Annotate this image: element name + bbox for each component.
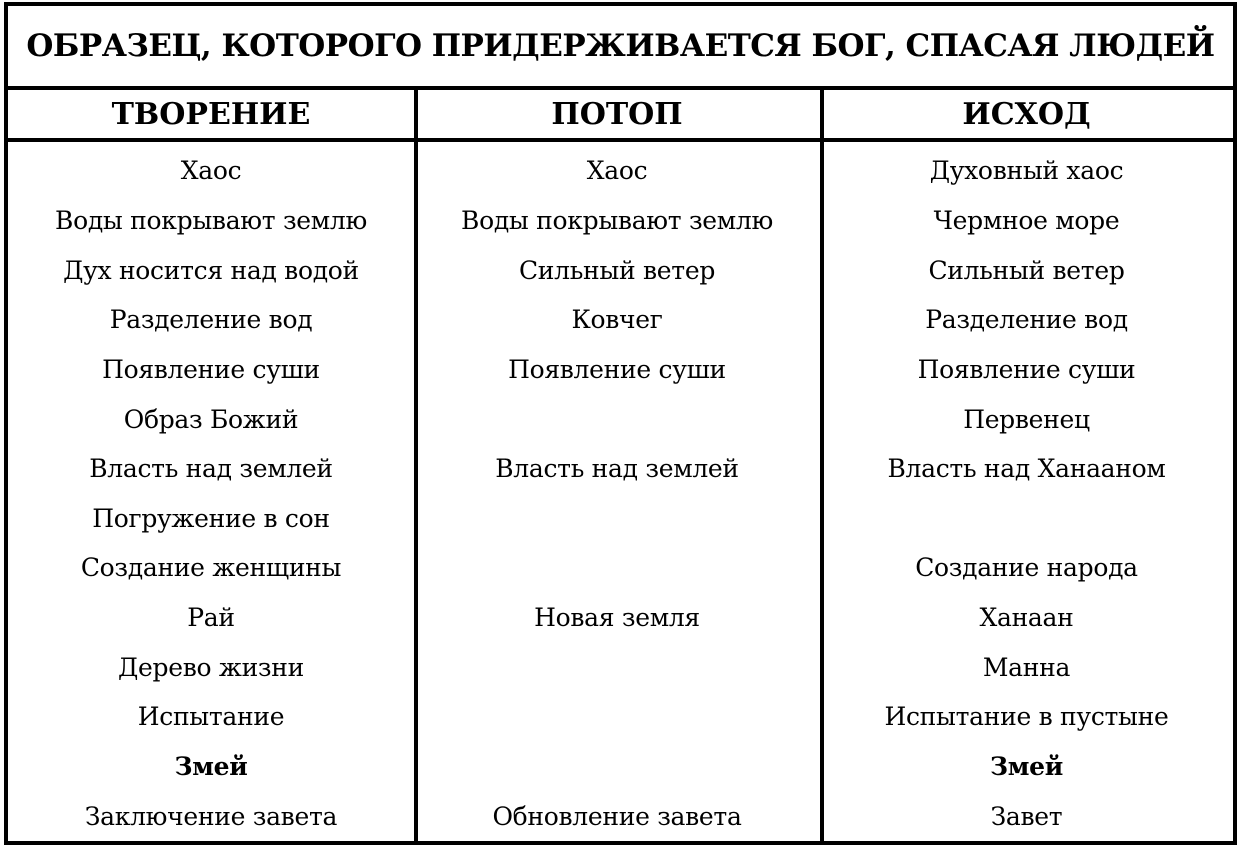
- column-creation: [8, 142, 414, 841]
- table-cell: Воды покрывают землю: [55, 205, 367, 235]
- table-cell: Погружение в сон: [92, 503, 330, 533]
- table-cell: Змей: [174, 752, 248, 781]
- table-cell: Испытание в пустыне: [884, 702, 1169, 732]
- column-exodus: [820, 142, 1233, 841]
- column-flood: [414, 142, 820, 841]
- table-cell: Власть над землей: [495, 454, 739, 484]
- table-cell: [414, 642, 820, 692]
- table-cell: Появление суши: [102, 354, 320, 384]
- table-cell: Власть над Ханааном: [887, 454, 1166, 484]
- table-cell: Дух носится над водой: [63, 255, 359, 285]
- table-cell: Рай: [187, 603, 235, 633]
- table-cell: Первенец: [963, 404, 1090, 434]
- table-cell: Сильный ветер: [928, 255, 1125, 285]
- table-cell: Создание женщины: [80, 553, 342, 583]
- table-cell: Появление суши: [508, 354, 726, 384]
- table-cell: Образ Божий: [123, 404, 299, 434]
- header-flood: ПОТОП: [551, 96, 683, 132]
- table-cell: Испытание: [137, 702, 285, 732]
- table-cell: Обновление завета: [492, 801, 742, 831]
- table-cell: Появление суши: [917, 354, 1136, 384]
- table-cell: Хаос: [586, 156, 648, 186]
- table-cell: Духовный хаос: [929, 156, 1124, 186]
- table-cell: [820, 493, 1233, 543]
- table-cell: [414, 543, 820, 593]
- table-cell: Дерево жизни: [117, 652, 304, 682]
- header-exodus: ИСХОД: [962, 96, 1091, 132]
- table-cell: Создание народа: [915, 553, 1138, 583]
- table-cell: Манна: [982, 652, 1071, 682]
- table-cell: Новая земля: [534, 603, 700, 633]
- table-cell: [414, 394, 820, 444]
- table-body: [8, 142, 1233, 841]
- table-cell: Ковчег: [571, 305, 663, 335]
- table-cell: Хаос: [180, 156, 242, 186]
- table-title: ОБРАЗЕЦ, КОТОРОГО ПРИДЕРЖИВАЕТСЯ БОГ, СПАСАЯ ЛЮДЕЙ: [8, 6, 1233, 90]
- table-cell: Ханаан: [979, 603, 1074, 633]
- table-cell: Разделение вод: [925, 305, 1128, 335]
- table-cell: Заключение завета: [84, 801, 338, 831]
- table-cell: Власть над землей: [89, 454, 333, 484]
- table-cell: Сильный ветер: [518, 255, 716, 285]
- table-cell: [414, 692, 820, 742]
- header-creation: ТВОРЕНИЕ: [111, 96, 311, 132]
- table-cell: Воды покрывают землю: [461, 205, 773, 235]
- table-cell: Разделение вод: [109, 305, 313, 335]
- table-cell: Чермное море: [933, 205, 1120, 235]
- table-frame: [4, 2, 1237, 845]
- header-row: [8, 90, 1233, 142]
- table-cell: Завет: [990, 801, 1063, 831]
- table-cell: [414, 493, 820, 543]
- table-cell: Змей: [990, 752, 1063, 781]
- table-cell: [414, 742, 820, 792]
